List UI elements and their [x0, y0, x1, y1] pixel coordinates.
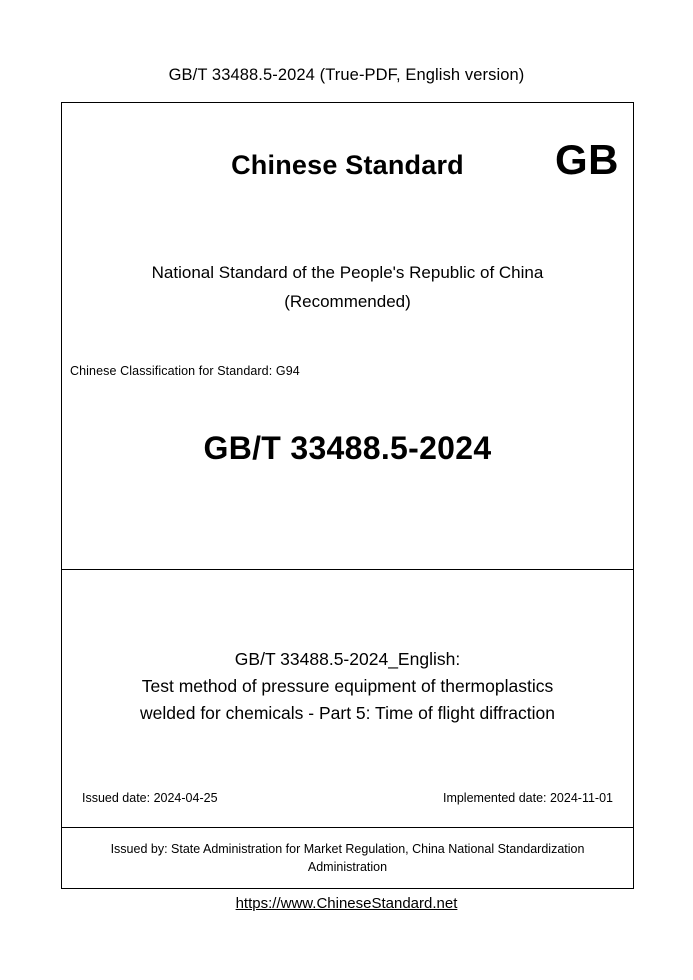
english-title-line-3: welded for chemicals - Part 5: Time of flight diffraction: [140, 703, 555, 723]
cover-title-section: [62, 569, 633, 827]
classification-code: Chinese Classification for Standard: G94: [70, 364, 300, 378]
issued-date: Issued date: 2024-04-25: [82, 791, 218, 805]
english-title-line-2: Test method of pressure equipment of thermoplastics: [141, 676, 554, 696]
footer-website-link[interactable]: https://www.ChineseStandard.net: [235, 895, 458, 912]
cover-top-section: [62, 103, 633, 569]
cover-title-row: [62, 103, 633, 187]
national-standard-lines: [62, 258, 633, 316]
issuer-section: Issued by: State Administration for Market Regulation, China National Standardization Administration: [62, 827, 633, 888]
document-header-line: GB/T 33488.5-2024 (True-PDF, English version): [168, 66, 525, 84]
standard-number: GB/T 33488.5-2024: [203, 430, 492, 466]
national-standard-line-2: (Recommended): [284, 292, 411, 311]
implemented-date: Implemented date: 2024-11-01: [442, 791, 613, 805]
chinese-standard-title: Chinese Standard: [231, 150, 464, 180]
english-title-line-1: GB/T 33488.5-2024_English:: [234, 649, 461, 669]
gb-logo: GB: [555, 136, 619, 183]
english-title-block: [62, 570, 633, 727]
standard-cover-box: [61, 102, 634, 889]
national-standard-line-1: National Standard of the People's Republic of China: [151, 263, 544, 282]
